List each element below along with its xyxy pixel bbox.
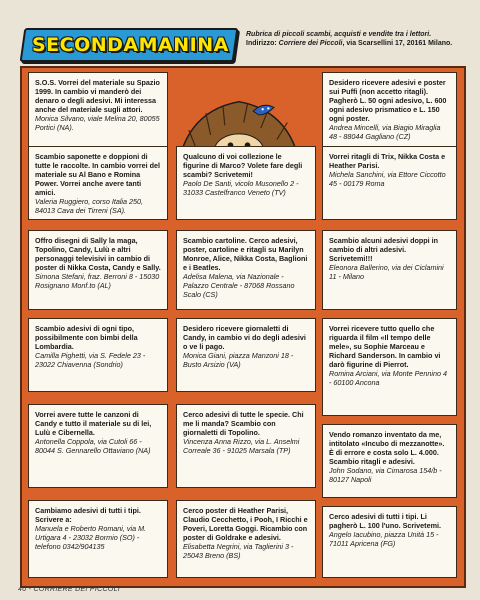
ad-card	[28, 230, 168, 310]
ad-contact: Michela Sanchini, via Ettore Ciccotto 45 - 00179 Roma	[329, 170, 446, 188]
ad-contact: Paolo De Santi, vicolo Musonello 2 - 31033 Castelfranco Veneto (TV)	[183, 179, 299, 197]
ad-text: Vorrei ricevere tutto quello che riguarda il film «Il tempo delle mele», su Sophie Marceau e Richard Sanderson. In cambio vi darò figurine di Pierrot.	[329, 324, 441, 369]
ad-contact: Simona Stefani, fraz. Berroni 8 - 15030 Rosignano Monf.to (AL)	[35, 272, 160, 290]
page-footer: 40 - CORRIERE DEI PICCOLI	[18, 586, 121, 593]
ad-card	[322, 424, 457, 498]
ad-contact: Adelisa Malena, via Nazionale - Palazzo Centrale - 87068 Rossano Scalo (CS)	[183, 272, 295, 299]
ad-contact: John Sodano, via Cimarosa 154/b - 80127 Napoli	[329, 466, 442, 484]
page-title: SECONDAMANINA	[32, 34, 229, 56]
ad-card	[176, 146, 316, 220]
ad-text: Scambio saponette e doppioni di tutte le raccolte. In cambio vorrei del materiale su Al Bano e Romina Power. Vorrei anche avere tanti amici.	[35, 152, 161, 197]
ad-text: Cambiamo adesivi di tutti i tipi. Scrivere a:	[35, 506, 141, 524]
ad-text: Scambio alcuni adesivi doppi in cambio di altri adesivi. Scrivetemi!!!	[329, 236, 439, 263]
ad-contact: Monica Silvano, viale Melina 20, 80055 Portici (NA).	[35, 114, 160, 132]
ad-card	[176, 230, 316, 310]
ad-text: Cerco poster di Heather Parisi, Claudio Cecchetto, i Pooh, I Ricchi e Poveri, Loretta Goggi. Ricambio con poster di Goldrake e adesivi.	[183, 506, 308, 542]
subtitle-text: Rubrica di piccoli scambi, acquisti e vendite tra i lettori.	[246, 31, 432, 38]
ad-text: Desidero ricevere giornaletti di Candy, in cambio vi do degli adesivi o ve li pago.	[183, 324, 306, 351]
ad-text: Qualcuno di voi collezione le figurine di Marco? Volete fare degli scambi? Scrivetemi!	[183, 152, 303, 179]
ad-contact: Andrea Mincelli, via Biagio Miraglia 48 - 88044 Gagliano (CZ)	[329, 123, 441, 141]
ad-card	[28, 500, 168, 578]
header	[22, 24, 462, 64]
ad-text: Offro disegni di Sally la maga, Topolino, Candy, Lulù e altri personaggi televisivi in cambio di poster di Nikka Costa, Candy e Sally.	[35, 236, 161, 272]
ad-contact: Angelo Iacubino, piazza Unità 15 - 71011 Apricena (FG)	[329, 530, 439, 548]
ad-text: Cerco adesivi di tutte le specie. Chi me li manda? Scambio con giornaletti di Topolino.	[183, 410, 304, 437]
header-subtitle	[246, 30, 476, 48]
ad-card	[322, 318, 457, 416]
ad-card	[322, 506, 457, 578]
ad-card	[28, 318, 168, 392]
ad-card	[28, 146, 168, 220]
ad-text: Scambio cartoline. Cerco adesivi, poster, cartoline e ritagli su Marilyn Monroe, Alice, Nikka Costa, Baglioni e i Beatles.	[183, 236, 308, 272]
address-line: Indirizzo: Corriere dei Piccoli, via Scarsellini 17, 20161 Milano.	[246, 40, 453, 47]
ad-card	[322, 230, 457, 310]
ad-card	[28, 404, 168, 488]
ad-card	[176, 500, 316, 578]
ad-contact: Antonella Coppola, via Cutoli 66 - 80044 S. Gennarello Ottaviano (NA)	[35, 437, 151, 455]
ad-contact: Elisabetta Negrini, via Taglierini 3 - 25043 Breno (BS)	[183, 542, 294, 560]
ad-text: S.O.S. Vorrei del materiale su Spazio 1999. In cambio vi manderò dei denaro o degli adesivi. Mi interessa anche del materiale sugli attori.	[35, 78, 160, 114]
ad-contact: Manuela e Roberto Romani, via M. Urtigara 4 - 23032 Bormio (SO) - telefono 0342/904135	[35, 524, 147, 551]
ad-contact: Valeria Ruggiero, corso Italia 250, 84013 Cava dei Tirreni (SA).	[35, 197, 144, 215]
ad-text: Vendo romanzo inventato da me, intitolato «Incubo di mezzanotte». È di errore e costa solo L. 4.000. Scambio ritagli e adesivi.	[329, 430, 445, 466]
ad-text: Cerco adesivi di tutti i tipi. Li pagherò L. 100 l'uno. Scrivetemi.	[329, 512, 441, 530]
ad-contact: Vincenza Anna Rizzo, via L. Anselmi Correale 36 - 91025 Marsala (TP)	[183, 437, 300, 455]
ad-card	[176, 404, 316, 488]
ad-card	[322, 146, 457, 220]
ad-contact: Romina Arciani, via Monte Pennino 4 - 60100 Ancona	[329, 369, 447, 387]
ad-contact: Eleonora Ballerino, via dei Ciclamini 11 - Milano	[329, 263, 444, 281]
ad-contact: Camilla Pighetti, via S. Fedele 23 - 23022 Chiavenna (Sondrio)	[35, 351, 146, 369]
ad-contact: Monica Giani, piazza Manzoni 18 - Busto Arsizio (VA)	[183, 351, 294, 369]
ad-text: Vorrei ritagli di Trix, Nikka Costa e Heather Parisi.	[329, 152, 446, 170]
ad-text: Desidero ricevere adesivi e poster sui Puffi (non accetto ritagli). Pagherò L. 50 ogni adesivo, L. 600 ogni adesivo prismatico e L. 150 ogni poster.	[329, 78, 447, 123]
address-name: Corriere dei Piccoli	[278, 40, 343, 47]
title-banner	[20, 28, 239, 62]
ad-text: Vorrei avere tutte le canzoni di Candy e tutto il materiale su di lei, Lulù e Cibernella.	[35, 410, 152, 437]
ad-text: Scambio adesivi di ogni tipo, possibilmente con bimbi della Lombardia.	[35, 324, 138, 351]
ad-card	[176, 318, 316, 392]
